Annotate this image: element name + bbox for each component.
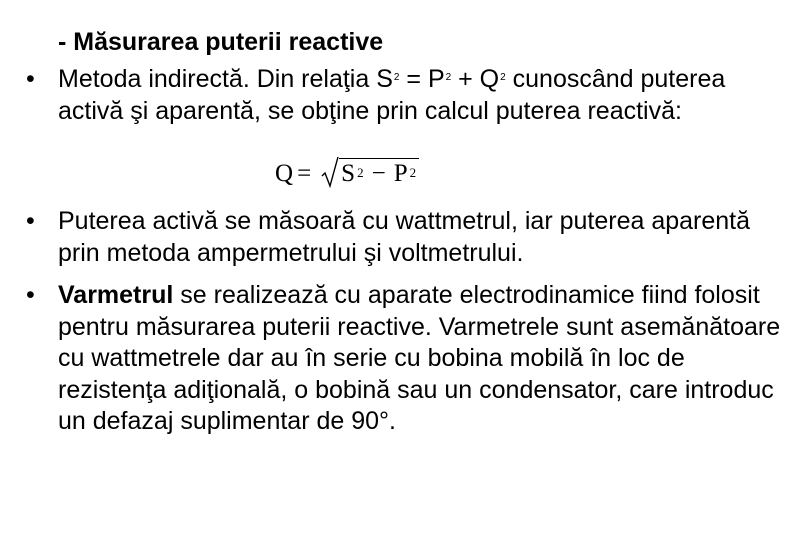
formula-var-p: P — [393, 160, 408, 187]
formula-var-s: S — [341, 160, 356, 187]
formula-exponent: 2 — [357, 165, 364, 180]
text-segment: Metoda indirectă. Din relaţia S — [58, 65, 393, 93]
formula-minus: − — [371, 160, 386, 187]
formula-exponent: 2 — [409, 165, 417, 180]
superscript: 2 — [500, 72, 506, 83]
bullet-dot: • — [26, 281, 35, 309]
superscript: 2 — [393, 72, 400, 83]
text-segment: + Q — [451, 65, 500, 93]
bullet-text — [58, 280, 783, 438]
text-segment: cunoscând puterea activă şi aparentă, se obţine prin calcul puterea reactivă: — [58, 65, 726, 125]
square-root — [321, 158, 419, 189]
superscript: 2 — [445, 72, 452, 83]
radical-sign-icon — [321, 156, 339, 190]
bullet-dot: • — [26, 65, 35, 93]
formula-lhs: Q — [275, 160, 294, 187]
bold-term: Varmetrul — [58, 281, 174, 309]
bullet-text — [58, 64, 783, 127]
formula-equals: = — [297, 160, 312, 187]
bullet-dot: • — [26, 207, 35, 235]
formula-reactive-power — [275, 158, 419, 189]
slide-title: - Măsurarea puterii reactive — [58, 28, 384, 56]
text-segment: se realizează cu aparate electrodinamice fiind folosit pentru măsurarea puterii reactive. Varmetrele sunt asemănătoare cu wattmetrele dar au în serie cu bobina mobilă în loc de rezistenţa adiţională, o bobină sau un condensator, care introduc un defazaj suplimentar de 90°. — [58, 281, 781, 435]
text-segment: = P — [399, 65, 445, 93]
bullet-text: Puterea activă se măsoară cu wattmetrul, iar puterea aparentă prin metoda ampermetrului şi voltmetrului. — [58, 207, 751, 267]
radicand — [339, 158, 419, 189]
